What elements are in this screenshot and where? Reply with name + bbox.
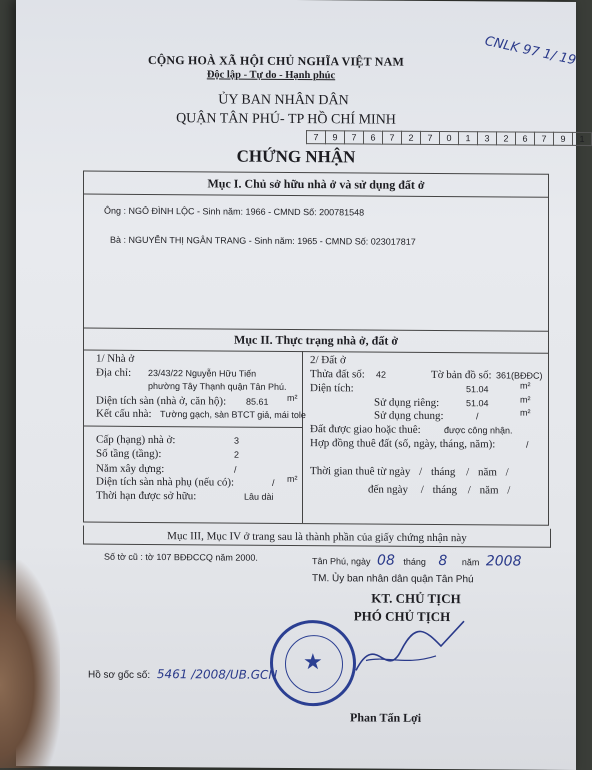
structure-label: Kết cấu nhà: bbox=[96, 407, 152, 420]
address-line2: phường Tây Thạnh quận Tân Phú. bbox=[148, 380, 287, 392]
serial-digit: 1 bbox=[572, 132, 592, 146]
allocated-value: được công nhận. bbox=[444, 425, 513, 436]
serial-digit: 7 bbox=[420, 131, 439, 145]
slash: / bbox=[467, 484, 471, 497]
country-name: CỘNG HOÀ XÃ HỘI CHỦ NGHĨA VIỆT NAM bbox=[147, 52, 405, 69]
floor-area-label: Diện tích sàn (nhà ở, căn hộ): bbox=[96, 394, 227, 408]
floors-value: 2 bbox=[234, 449, 240, 460]
lease-from-row bbox=[310, 465, 509, 478]
serial-digit: 1 bbox=[458, 131, 477, 145]
serial-digit: 6 bbox=[363, 130, 382, 144]
aux-area-unit: m² bbox=[287, 473, 298, 485]
footer-note: Mục III, Mục IV ở trang sau là thành phần của giấy chứng nhận này bbox=[167, 530, 467, 545]
year-value: / bbox=[234, 464, 237, 475]
plot-label: Thửa đất số: bbox=[310, 368, 365, 381]
area-unit: m² bbox=[520, 380, 531, 391]
serial-digit: 6 bbox=[515, 132, 534, 146]
authority-line2: QUẬN TÂN PHÚ- TP HỒ CHÍ MINH bbox=[176, 111, 396, 128]
signature bbox=[346, 610, 466, 691]
month-label: tháng bbox=[430, 465, 456, 479]
serial-number-boxes bbox=[306, 130, 592, 146]
area-label: Diện tích: bbox=[310, 382, 354, 395]
map-value: 361(BĐĐC) bbox=[496, 370, 543, 381]
land-title: 2/ Đất ở bbox=[310, 354, 346, 367]
date-month: 8 bbox=[438, 552, 448, 570]
motto: Độc lập - Tự do - Hạnh phúc bbox=[206, 69, 336, 82]
date-year-label: năm bbox=[461, 557, 480, 568]
signatory-name: Phan Tấn Lợi bbox=[350, 710, 422, 725]
section1-heading: Mục I. Chủ sở hữu nhà ở và sử dụng đất ở bbox=[207, 176, 425, 192]
serial-digit: 2 bbox=[401, 131, 420, 145]
structure-value: Tường gạch, sàn BTCT giả, mái tole bbox=[160, 409, 306, 421]
original-file-label: Hồ sơ gốc số: bbox=[88, 669, 151, 681]
lease-to-row bbox=[368, 484, 510, 497]
shared-label: Sử dụng chung: bbox=[374, 409, 444, 423]
allocated-label: Đất được giao hoặc thuê: bbox=[310, 423, 421, 436]
plot-value: 42 bbox=[376, 369, 387, 380]
map-label: Tờ bản đồ số: bbox=[431, 368, 492, 382]
slash: / bbox=[420, 483, 424, 496]
owner2-row bbox=[110, 235, 416, 247]
address-line1: 23/43/22 Nguyễn Hữu Tiến bbox=[148, 367, 257, 379]
floor-area-unit: m² bbox=[287, 392, 298, 404]
main-table bbox=[83, 171, 549, 526]
private-label: Sử dụng riêng: bbox=[374, 396, 440, 410]
lease-to-label: đến ngày bbox=[368, 483, 409, 496]
floor-area-value: 85.61 bbox=[246, 396, 269, 407]
serial-digit: 9 bbox=[553, 132, 572, 146]
address-label: Địa chỉ: bbox=[96, 366, 132, 379]
certificate-paper bbox=[16, 0, 585, 770]
column-divider bbox=[302, 351, 303, 523]
date-day: 08 bbox=[377, 552, 395, 569]
lease-contract-value: / bbox=[526, 439, 529, 450]
serial-digit: 7 bbox=[382, 131, 401, 145]
shared-value: / bbox=[476, 411, 479, 422]
private-value: 51.04 bbox=[466, 398, 489, 409]
shared-unit: m² bbox=[520, 407, 531, 418]
owner2-label: Bà : bbox=[110, 234, 127, 245]
lease-contract-label: Hợp đồng thuê đất (số, ngày, tháng, năm): bbox=[310, 437, 496, 451]
ownership-term-value: Lâu dài bbox=[244, 491, 274, 502]
divider bbox=[84, 194, 548, 198]
slash: / bbox=[419, 465, 423, 478]
ownership-term-label: Thời hạn được sở hữu: bbox=[96, 489, 197, 503]
owner1-row bbox=[104, 206, 364, 218]
aux-area-value: / bbox=[272, 477, 275, 488]
area-value: 51.04 bbox=[466, 384, 489, 395]
year-label: năm bbox=[477, 466, 497, 479]
serial-digit: 3 bbox=[477, 131, 496, 145]
tm-line: TM. Ủy ban nhân dân quận Tân Phú bbox=[312, 573, 474, 586]
document-title: CHỨNG NHẬN bbox=[236, 146, 356, 167]
grade-value: 3 bbox=[234, 435, 240, 446]
owner1-label: Ông : bbox=[104, 205, 127, 216]
slash: / bbox=[507, 484, 511, 497]
floors-label: Số tầng (tầng): bbox=[96, 447, 162, 461]
original-file-value: 5461 /2008/UB.GCN bbox=[156, 667, 278, 682]
star-icon: ★ bbox=[303, 649, 323, 675]
grade-label: Cấp (hạng) nhà ở: bbox=[96, 433, 176, 447]
slash: / bbox=[505, 466, 509, 479]
owner2-value: NGUYỄN THỊ NGÂN TRANG - Sinh năm: 1965 - CMND Số: 023017817 bbox=[128, 234, 416, 247]
year-label: năm bbox=[479, 484, 499, 497]
serial-digit: 0 bbox=[439, 131, 458, 145]
date-line bbox=[312, 552, 521, 569]
authority-line1: ỦY BAN NHÂN DÂN bbox=[218, 92, 349, 109]
serial-digit: 2 bbox=[496, 131, 515, 145]
section2-heading: Mục II. Thực trạng nhà ở, đất ở bbox=[234, 332, 398, 348]
aux-area-label: Diện tích sàn nhà phụ (nếu có): bbox=[96, 475, 235, 489]
slash: / bbox=[466, 466, 470, 479]
official-seal bbox=[270, 620, 356, 707]
date-place: Tân Phú, ngày bbox=[312, 556, 371, 567]
divider bbox=[84, 426, 302, 429]
corner-note: CNLK 97 1/ 19 bbox=[483, 33, 578, 69]
month-label: tháng bbox=[432, 483, 458, 497]
house-title: 1/ Nhà ở bbox=[96, 352, 135, 365]
signatory-title1: KT. CHỦ TỊCH bbox=[371, 590, 461, 607]
original-file-row bbox=[88, 667, 277, 682]
serial-digit: 7 bbox=[306, 130, 325, 144]
serial-digit: 9 bbox=[325, 130, 344, 144]
serial-digit: 7 bbox=[344, 130, 363, 144]
old-cert-no: Số tờ cũ : tờ 107 BĐĐCCQ năm 2000. bbox=[104, 551, 258, 563]
signatory-title2: PHÓ CHỦ TỊCH bbox=[353, 608, 451, 625]
footer-note-row bbox=[83, 526, 551, 548]
serial-digit: 7 bbox=[534, 132, 553, 146]
lease-from-label: Thời gian thuê từ ngày bbox=[310, 465, 411, 478]
divider bbox=[84, 350, 548, 354]
owner1-value: NGÔ ĐÌNH LỘC - Sinh năm: 1966 - CMND Số: 200781548 bbox=[128, 205, 365, 218]
date-year: 2008 bbox=[485, 553, 522, 570]
date-month-label: tháng bbox=[403, 556, 426, 567]
private-unit: m² bbox=[520, 394, 531, 405]
hand-shadow bbox=[0, 560, 60, 768]
year-label: Năm xây dựng: bbox=[96, 462, 165, 476]
